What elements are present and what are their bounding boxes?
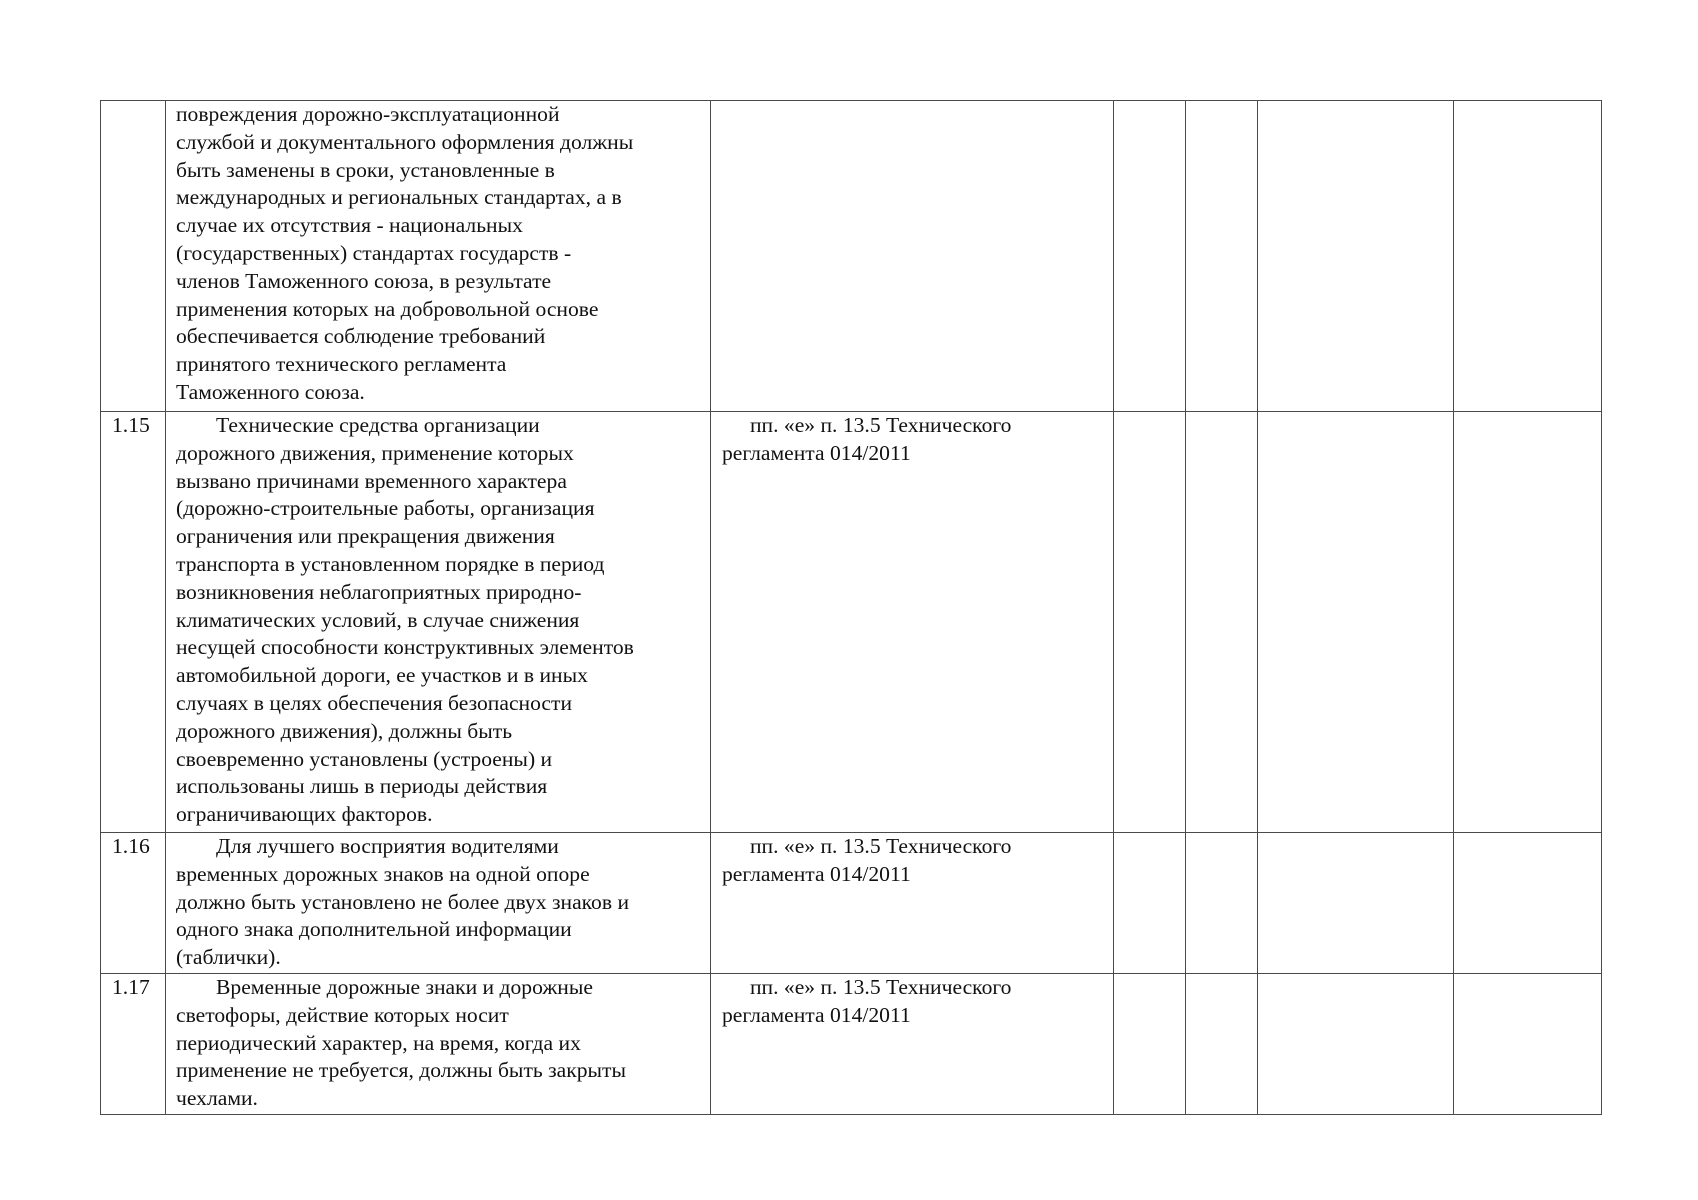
check-cell-b bbox=[1186, 974, 1258, 1115]
requirement-line: чехлами. bbox=[176, 1086, 258, 1111]
requirement-line: членов Таможенного союза, в результате bbox=[176, 268, 552, 293]
requirement-line: своевременно установлены (устроены) и bbox=[176, 746, 553, 771]
check-cell-c bbox=[1258, 974, 1454, 1115]
requirement-cell bbox=[166, 101, 711, 412]
check-cell-b bbox=[1186, 101, 1258, 412]
check-cell-c bbox=[1258, 412, 1454, 833]
row-number-cell bbox=[101, 101, 166, 412]
requirement-line: должно быть установлено не более двух знаков и bbox=[176, 889, 629, 914]
requirement-line: Таможенного союза. bbox=[176, 379, 365, 404]
requirement-line: транспорта в установленном порядке в период bbox=[176, 551, 605, 576]
check-cell-d bbox=[1454, 412, 1602, 833]
reference-line: пп. «е» п. 13.5 Технического bbox=[750, 834, 1012, 858]
row-number-cell bbox=[101, 833, 166, 974]
check-cell-d bbox=[1454, 833, 1602, 974]
reference-line: регламента 014/2011 bbox=[722, 1002, 911, 1027]
requirement-line: ограничения или прекращения движения bbox=[176, 524, 555, 549]
check-cell-c bbox=[1258, 833, 1454, 974]
table-row bbox=[101, 101, 1602, 412]
reference-cell bbox=[711, 974, 1114, 1115]
checklist-table bbox=[100, 100, 1602, 1115]
check-cell-d bbox=[1454, 974, 1602, 1115]
row-number-cell bbox=[101, 974, 166, 1115]
requirement-line: вызвано причинами временного характера bbox=[176, 468, 567, 493]
requirement-line: применение не требуется, должны быть закрыты bbox=[176, 1058, 626, 1083]
requirement-line: ограничивающих факторов. bbox=[176, 802, 433, 827]
check-cell-b bbox=[1186, 412, 1258, 833]
requirement-line: дорожного движения), должны быть bbox=[176, 718, 513, 743]
requirement-line: светофоры, действие которых носит bbox=[176, 1002, 509, 1027]
requirement-cell bbox=[166, 974, 711, 1115]
requirement-line: повреждения дорожно-эксплуатационной bbox=[176, 102, 560, 126]
requirement-line: Временные дорожные знаки и дорожные bbox=[216, 975, 593, 999]
check-cell-b bbox=[1186, 833, 1258, 974]
requirement-cell bbox=[166, 833, 711, 974]
reference-cell bbox=[711, 412, 1114, 833]
check-cell-a bbox=[1114, 974, 1186, 1115]
row-number: 1.15 bbox=[112, 413, 150, 437]
requirement-line: автомобильной дороги, ее участков и в иных bbox=[176, 663, 588, 688]
reference-line: регламента 014/2011 bbox=[722, 440, 911, 465]
check-cell-d bbox=[1454, 101, 1602, 412]
requirement-line: Технические средства организации bbox=[216, 413, 540, 437]
reference-cell bbox=[711, 101, 1114, 412]
requirement-line: дорожного движения, применение которых bbox=[176, 440, 574, 465]
requirement-line: применения которых на добровольной основе bbox=[176, 296, 599, 321]
reference-line: пп. «е» п. 13.5 Технического bbox=[750, 413, 1012, 437]
requirement-line: климатических условий, в случае снижения bbox=[176, 607, 580, 632]
requirement-line: случае их отсутствия - национальных bbox=[176, 213, 523, 238]
check-cell-c bbox=[1258, 101, 1454, 412]
requirement-line: временных дорожных знаков на одной опоре bbox=[176, 861, 590, 886]
requirement-line: периодический характер, на время, когда их bbox=[176, 1030, 581, 1055]
requirement-line: быть заменены в сроки, установленные в bbox=[176, 157, 555, 182]
requirement-line: одного знака дополнительной информации bbox=[176, 917, 572, 942]
requirement-line: обеспечивается соблюдение требований bbox=[176, 324, 546, 349]
requirement-line: (государственных) стандартах государств - bbox=[176, 240, 572, 265]
requirement-line: возникновения неблагоприятных природно- bbox=[176, 579, 582, 604]
requirement-cell bbox=[166, 412, 711, 833]
table-row bbox=[101, 833, 1602, 974]
row-number: 1.17 bbox=[112, 975, 150, 999]
requirement-line: Для лучшего восприятия водителями bbox=[216, 834, 559, 858]
reference-cell bbox=[711, 833, 1114, 974]
table-row bbox=[101, 412, 1602, 833]
requirement-line: использованы лишь в периоды действия bbox=[176, 774, 548, 799]
reference-line: регламента 014/2011 bbox=[722, 861, 911, 886]
requirement-line: службой и документального оформления должны bbox=[176, 129, 634, 154]
requirement-line: принятого технического регламента bbox=[176, 352, 507, 377]
requirement-line: несущей способности конструктивных элементов bbox=[176, 635, 634, 660]
requirement-line: (дорожно-строительные работы, организация bbox=[176, 496, 595, 521]
reference-line: пп. «е» п. 13.5 Технического bbox=[750, 975, 1012, 999]
check-cell-a bbox=[1114, 412, 1186, 833]
requirement-line: случаях в целях обеспечения безопасности bbox=[176, 690, 573, 715]
row-number: 1.16 bbox=[112, 834, 150, 858]
check-cell-a bbox=[1114, 101, 1186, 412]
requirement-line: международных и региональных стандартах, а в bbox=[176, 185, 622, 210]
check-cell-a bbox=[1114, 833, 1186, 974]
table-row bbox=[101, 974, 1602, 1115]
row-number-cell bbox=[101, 412, 166, 833]
requirement-line: (таблички). bbox=[176, 945, 281, 970]
